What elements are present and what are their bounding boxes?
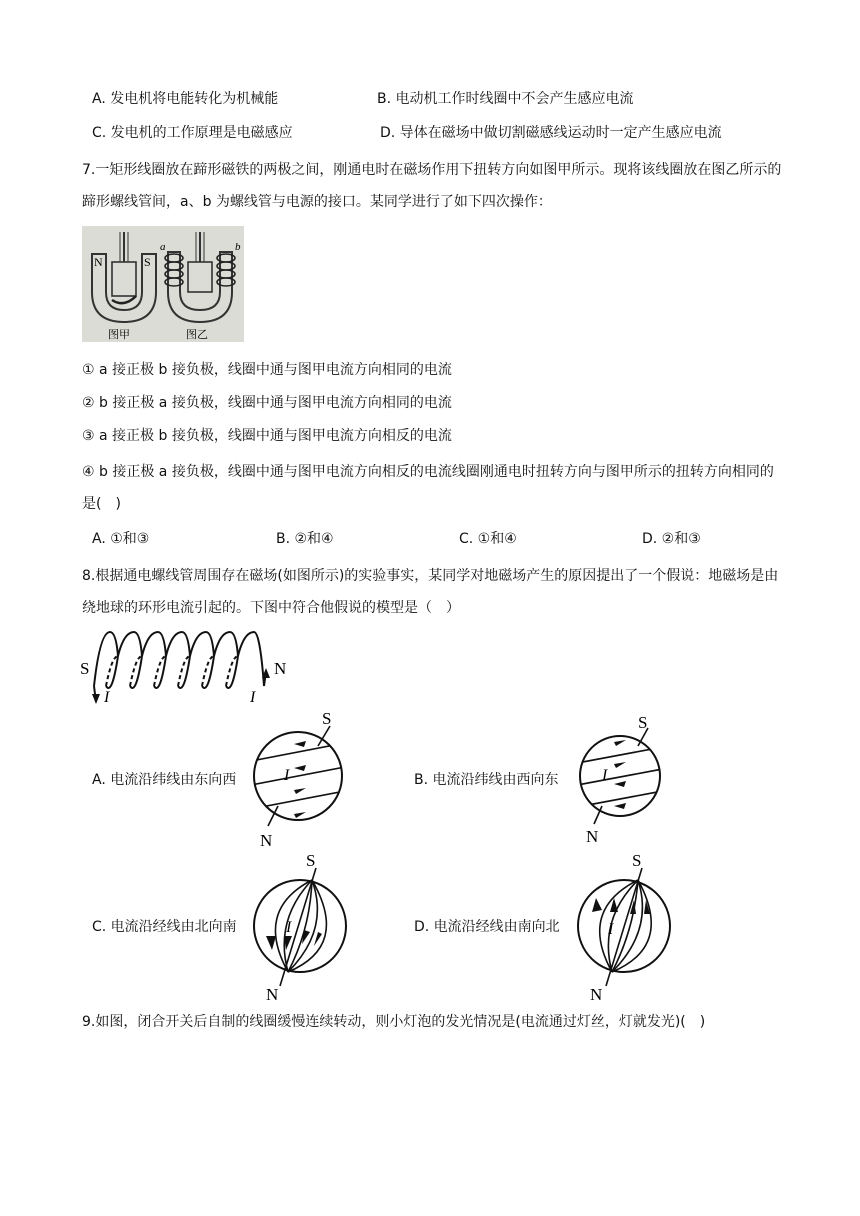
q8-option-c[interactable]: C. 电流沿经线由北向南 — [92, 919, 237, 935]
globe-c-n: N — [266, 985, 279, 1002]
solenoid-current-left: I — [104, 689, 110, 706]
q7-option-d[interactable]: D. ②和③ — [642, 531, 701, 547]
fig-b-label: 图乙 — [186, 329, 208, 341]
solenoid-figure — [78, 626, 298, 706]
solenoid-n-label: N — [274, 659, 287, 678]
q6-option-c[interactable]: C. 发电机的工作原理是电磁感应 — [92, 125, 293, 141]
magnet-s-label: S — [144, 255, 151, 269]
globe-c-s: S — [306, 851, 316, 870]
q7-operation-2: ② b 接正极 a 接负极，线圈中通与图甲电流方向相同的电流 — [82, 395, 452, 411]
q7-stem: 7.一矩形线圈放在蹄形磁铁的两极之间，刚通电时在磁场作用下扭转方向如图甲所示。现将该线圈放在图乙所示的蹄形螺线管间，a、b 为螺线管与电源的接口。某同学进行了如下四次操作： — [82, 162, 782, 210]
globe-d-s: S — [632, 851, 642, 870]
q7-figure — [82, 226, 244, 342]
solenoid-s-label: S — [80, 659, 90, 678]
globe-b — [572, 712, 672, 846]
globe-b-i: I — [602, 767, 608, 784]
fig-a-terminal: a — [160, 241, 166, 253]
q7-option-b[interactable]: B. ②和④ — [276, 531, 334, 547]
globe-a-s: S — [322, 709, 332, 728]
q8-stem: 8.根据通电螺线管周围存在磁场(如图所示)的实验事实，某同学对地磁场产生的原因提出了一个假说：地磁场是由绕地球的环形电流引起的。下图中符合他假说的模型是（ ） — [82, 568, 779, 616]
q7-operation-3: ③ a 接正极 b 接负极，线圈中通与图甲电流方向相反的电流 — [82, 428, 452, 444]
fig-a-label: 图甲 — [108, 329, 130, 341]
q7-option-c[interactable]: C. ①和④ — [459, 531, 517, 547]
globe-d — [574, 850, 684, 1002]
magnet-n-label: N — [94, 255, 103, 269]
globe-b-n: N — [586, 827, 599, 846]
globe-a-i: I — [284, 767, 290, 784]
globe-c-i: I — [286, 919, 292, 936]
q8-option-a[interactable]: A. 电流沿纬线由东向西 — [92, 772, 237, 788]
q7-operation-1: ① a 接正极 b 接负极，线圈中通与图甲电流方向相同的电流 — [82, 362, 452, 378]
globe-a — [246, 708, 356, 850]
q7-option-a[interactable]: A. ①和③ — [92, 531, 150, 547]
q6-option-d[interactable]: D. 导体在磁场中做切割磁感线运动时一定产生感应电流 — [380, 125, 722, 141]
globe-d-i: I — [608, 921, 614, 938]
globe-b-s: S — [638, 713, 648, 732]
q8-option-d[interactable]: D. 电流沿经线由南向北 — [414, 919, 560, 935]
q9-stem: 9.如图，闭合开关后自制的线圈缓慢连续转动，则小灯泡的发光情况是(电流通过灯丝，灯就发光)( ) — [82, 1014, 706, 1030]
q8-option-b[interactable]: B. 电流沿纬线由西向东 — [414, 772, 559, 788]
solenoid-current-right: I — [250, 689, 256, 706]
globe-d-n: N — [590, 985, 603, 1002]
globe-a-n: N — [260, 831, 273, 850]
q6-option-b[interactable]: B. 电动机工作时线圈中不会产生感应电流 — [377, 91, 634, 107]
globe-c — [250, 850, 360, 1002]
fig-b-terminal: b — [235, 241, 241, 253]
q7-operation-4: ④ b 接正极 a 接负极，线圈中通与图甲电流方向相反的电流线圈刚通电时扭转方向与图甲所示的扭转方向相同的是( ) — [82, 464, 774, 512]
q6-option-a[interactable]: A. 发电机将电能转化为机械能 — [92, 91, 279, 107]
